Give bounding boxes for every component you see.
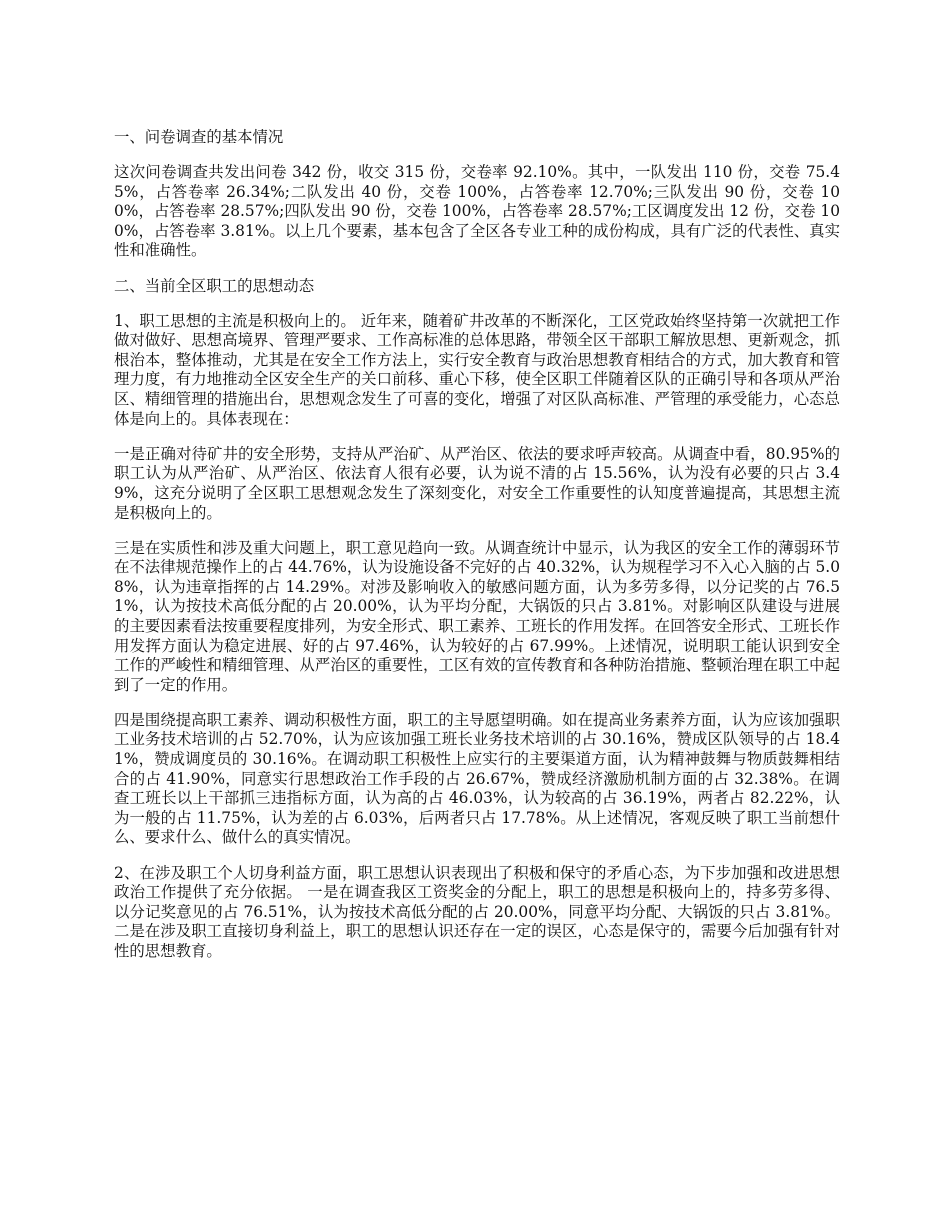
paragraph-survey-overview: 这次问卷调查共发出问卷 342 份，收交 315 份，交卷率 92.10%。其中，一队发出 110 份，交卷 75.45%，占答卷率 26.34%;二队发出 40 份，交卷 100%，占答卷率 12.70%;三队发出 90 份，交卷 100%，占答卷率 28.57%;四队发出 90 份，交卷 100%，占答卷率 28.57%;工区调度发出 12 份，交卷 100%，占答卷率 3.81%。以上几个要素，基本包含了全区各专业工种的成份构成，具有广泛的代表性、真实性和准确性。 — [114, 163, 840, 260]
paragraph-improve-quality: 四是围绕提高职工素养、调动积极性方面，职工的主导愿望明确。如在提高业务素养方面，认为应该加强职工业务技术培训的占 52.70%，认为应该加强工班长业务技术培训的占 30.16%，赞成区队领导的占 18.41%，赞成调度员的 30.16%。在调动职工积极性上应实行的主要渠道方面，认为精神鼓舞与物质鼓舞相结合的占 41.90%，同意实行思想政治工作手段的占 26.67%，赞成经济激励机制方面的占 32.38%。在调查工班长以上干部抓三违指标方面，认为高的占 46.03%，认为较高的占 36.19%，两者占 82.22%，认为一般的占 11.75%，认为差的占 6.03%，后两者只占 17.78%。从上述情况，客观反映了职工当前想什么、要求什么、做什么的真实情况。 — [114, 710, 840, 847]
section-heading-survey-overview: 一、问卷调查的基本情况 — [114, 128, 284, 146]
section-heading-employee-thoughts: 二、当前全区职工的思想动态 — [114, 276, 315, 295]
paragraph-major-issues: 三是在实质性和涉及重大问题上，职工意见趋向一致。从调查统计中显示，认为我区的安全工作的薄弱环节在不法律规范操作上的占 44.76%，认为设施设备不完好的占 40.32%，认为规程学习不入心入脑的占 5.08%，认为违章指挥的占 14.29%。对涉及影响收入的敏感问题方面，认为多劳多得，以分记奖的占 76.51%，认为按技术高低分配的占 20.00%，认为平均分配，大锅饭的只占 3.81%。对影响区队建设与进展的主要因素看法按重要程度排列，为安全形式、职工素养、工班长的作用发挥。在回答安全形式、工班长作用发挥方面认为稳定进展、好的占 97.46%，认为较好的占 67.99%。上述情况，说明职工能认识到安全工作的严峻性和精细管理、从严治区的重要性，工区有效的宣传教育和各种防治措施、整顿治理在职工中起到了一定的作用。 — [114, 538, 840, 694]
paragraph-personal-interests: 2、在涉及职工个人切身利益方面，职工思想认识表现出了积极和保守的矛盾心态，为下步加强和改进思想政治工作提供了充分依据。 一是在调查我区工资奖金的分配上，职工的思想是积极向上的，持多劳多得、以分记奖意见的占 76.51%，认为按技术高低分配的占 20.00%，同意平均分配、大锅饭的只占 3.81%。 二是在涉及职工直接切身利益上，职工的思想认识还存在一定的误区，心态是保守的，需要今后加强有针对性的思想教育。 — [114, 863, 840, 960]
paragraph-mainstream-positive: 1、职工思想的主流是积极向上的。 近年来，随着矿井改革的不断深化，工区党政始终坚持第一次就把工作做对做好、思想高境界、管理严要求、工作高标准的总体思路，带领全区干部职工解放思想、更新观念，抓根治本，整体推动，尤其是在安全工作方法上，实行安全教育与政治思想教育相结合的方式，加大教育和管理力度，有力地推动全区安全生产的关口前移、重心下移，使全区职工伴随着区队的正确引导和各项从严治区、精细管理的措施出台，思想观念发生了可喜的变化，增强了对区队高标准、严管理的承受能力，心态总体是向上的。具体表现在： — [114, 311, 840, 428]
document-body — [114, 128, 840, 977]
paragraph-safety-situation: 一是正确对待矿井的安全形势，支持从严治矿、从严治区、依法的要求呼声较高。从调查中看，80.95%的职工认为从严治矿、从严治区、依法育人很有必要，认为说不清的占 15.56%，认为没有必要的只占 3.49%，这充分说明了全区职工思想观念发生了深刻变化，对安全工作重要性的认知度普遍提高，其思想主流是积极向上的。 — [114, 444, 840, 522]
